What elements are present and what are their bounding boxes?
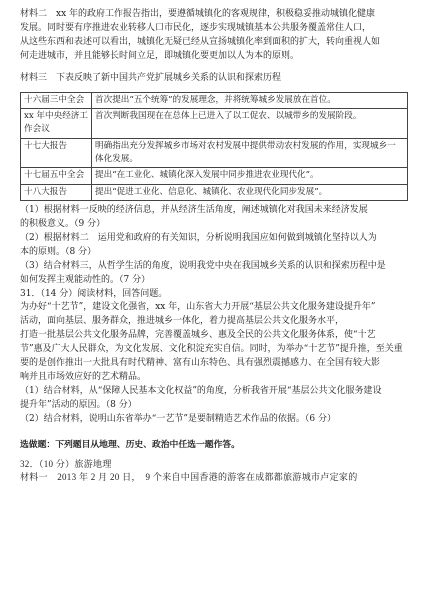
question-31-sub-line: 提升年”活动的原因。（8 分） (20, 400, 137, 410)
meeting-cell: 十八大报告 (21, 184, 92, 200)
content-cell: 提出“在工业化、城镇化深入发展中同步推进农业现代化”。 (92, 168, 408, 184)
question-line: 的积极意义。（9 分） (20, 218, 106, 229)
material-2-line: 从这些东西和表述可以看出，城镇化无疑已经从宣扬城镇化率到面积的扩大，转向重视人如 (20, 36, 381, 47)
material-2-line: 材料二 xx 年的政府工作报告指出，要遵循城镇化的客观规律，积极稳妥推动城镇化健康 (20, 9, 376, 19)
history-table (20, 92, 408, 201)
material-2 (20, 8, 410, 64)
elective-section-heading: 选做题：下列题目从地理、历史、政治中任选一题作答。 (20, 439, 240, 450)
table-row (21, 92, 408, 108)
material-2-line: 发展。同时要有序推进农业转移人口市民化，逐步实现城镇基本公共服务覆盖常住人口， (20, 22, 372, 33)
table-row (21, 109, 408, 139)
question-line: （1）根据材料一反映的经济信息，并从经济生活角度，阐述城镇化对我国未来经济发展 (20, 204, 368, 215)
table-row (21, 184, 408, 200)
question-31 (20, 288, 410, 427)
content-cell: 首次判断我国现在在总体上已进入了以工促农、以城带乡的发展阶段。 (92, 109, 408, 139)
question-31-line: 打造一批基层公共文化服务品牌，完善覆盖城乡、惠及全民的公共文化服务体系，使“十艺 (20, 330, 376, 341)
question-31-line: 为办好“十艺节”，建设文化强省，xx 年，山东省大力开展“基层公共文化服务建设提升年” (20, 302, 376, 313)
question-line: （2）根据材料二 运用党和政府的有关知识，分析说明我国应如何做到城镇化坚持以人为 (20, 232, 377, 243)
meeting-cell: 十七届五中全会 (21, 168, 92, 184)
material-3-title: 材料三 下表反映了新中国共产党扩展城乡关系的认识和探索历程 (20, 72, 282, 83)
question-31-line: 要的是创作推出一大批具有时代精神、富有山东特色、具有强烈震撼感力、在全国有较大影 (20, 358, 381, 369)
question-31-line: 响并且市场效应好的艺术精品。 (20, 372, 147, 383)
question-32-line: 材料一 2013 年 2 月 20 日， 9 个来自中国香港的游客在成都都旅游城市卢定家的 (20, 472, 358, 483)
question-line: 如何发挥主观能动性的。（7 分） (20, 274, 151, 285)
content-cell: 明确指出充分发挥城乡市场对农村发展中提供带动农村发展的作用，实现城乡一体化发展。 (92, 138, 408, 168)
question-line: 本的原则。（8 分） (20, 246, 97, 257)
question-32 (20, 458, 410, 486)
question-31-line: 节”惠及广大人民群众，为文化发展、文化积淀充实自信。同时，为举办“十艺节”提升推，至关重 (20, 344, 403, 355)
table-row (21, 168, 408, 184)
table-row (21, 138, 408, 168)
question-31-sub-line: （1）结合材料，从“保障人民基本文化权益”的角度，分析我省开展“基层公共文化服务建设 (20, 386, 382, 397)
meeting-cell: 十六届三中全会 (21, 92, 92, 108)
content-cell: 首次提出“五个统筹”的发展理念，并将统筹城乡发展放在首位。 (92, 92, 408, 108)
question-31-title: 31．（14 分）阅读材料，回答问题。 (20, 288, 168, 299)
question-line: （3）结合材料三，从哲学生活的角度，说明我党中央在我国城乡关系的认识和探索历程中是 (20, 260, 386, 271)
meeting-cell: 十七大报告 (21, 138, 92, 168)
material-2-line: 何走进城市，并且能够长时间立足，即城镇化要更加以人为本的原则。 (20, 50, 300, 61)
question-30-subquestions (20, 204, 410, 288)
question-31-line: 活动，面向基层、服务群众，推进城乡一体化，着力提高基层公共文化服务水平， (20, 316, 345, 327)
question-32-title: 32．（10 分）旅游地理 (20, 458, 112, 469)
content-cell: 提出“促进工业化、信息化、城镇化、农业现代化同步发展”。 (92, 184, 408, 200)
question-31-sub-line: （2）结合材料，说明山东省举办“一艺节”是要制精造艺术作品的依据。（6 分） (20, 413, 337, 424)
meeting-cell: xx 年中央经济工作会议 (21, 109, 92, 139)
